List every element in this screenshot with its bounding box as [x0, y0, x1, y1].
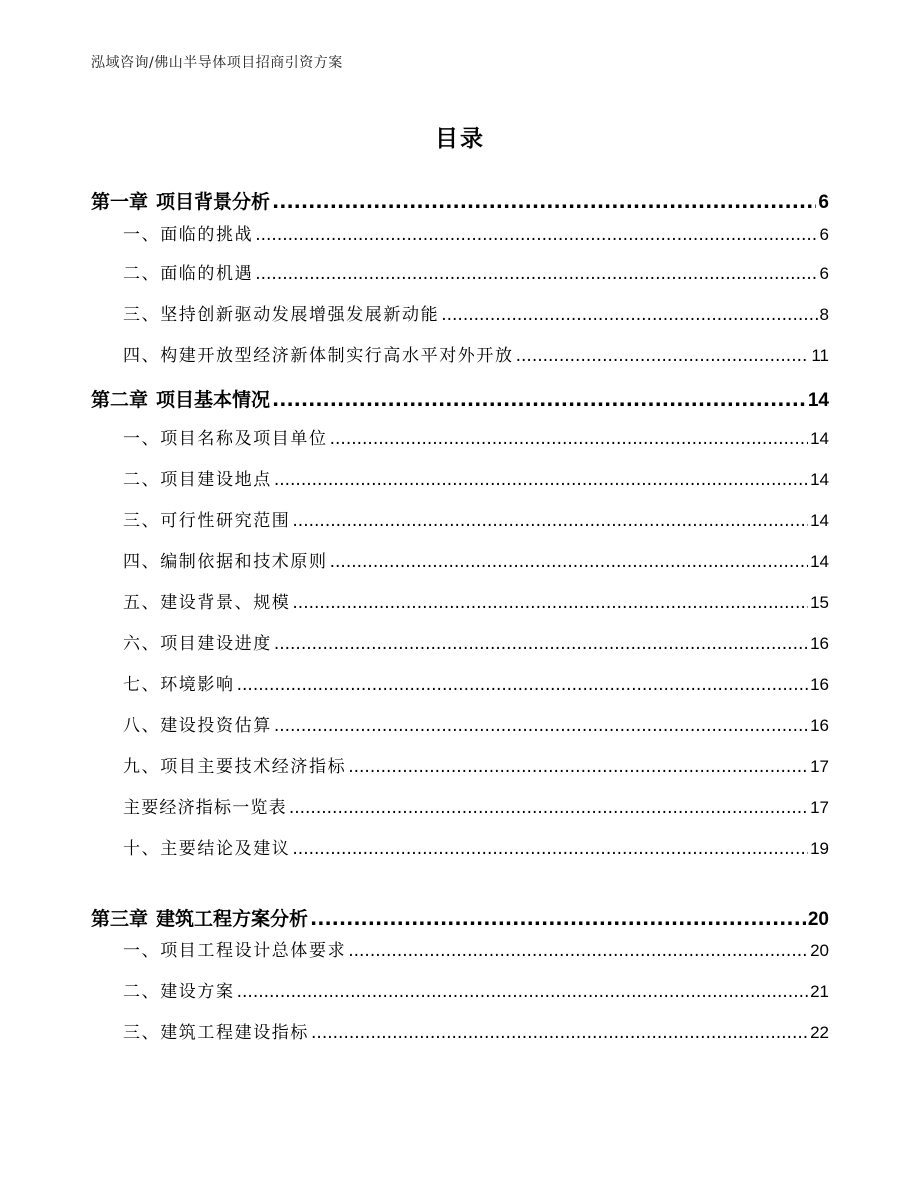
toc-section-entry[interactable] [123, 547, 829, 572]
toc-entry-number: 二、 [123, 982, 161, 1002]
toc-section-entry[interactable] [123, 588, 829, 613]
toc-entry-label: 主要经济指标一览表 [123, 798, 287, 818]
toc-entry-number: 六、 [123, 634, 161, 654]
dot-leader [292, 839, 808, 859]
toc-entry-label: 编制依据和技术原则 [160, 552, 328, 572]
toc-entry-number: 一、 [123, 225, 161, 245]
toc-entry-page-number: 11 [811, 346, 829, 365]
toc-entry-label: 坚持创新驱动发展增强发展新动能 [160, 305, 440, 325]
toc-entry-label: 项目建设地点 [160, 470, 272, 490]
dot-leader [289, 798, 808, 818]
toc-entry-page-number: 16 [810, 675, 829, 694]
dot-leader [272, 389, 806, 411]
dot-leader [330, 429, 808, 449]
toc-section-entry[interactable] [123, 259, 829, 284]
toc-section-entry[interactable] [123, 220, 829, 245]
toc-entry-number: 五、 [123, 593, 161, 613]
running-header: 泓域咨询/佛山半导体项目招商引资方案 [91, 55, 343, 71]
toc-chapter-entry[interactable] [91, 904, 829, 931]
toc-section-entry[interactable] [123, 424, 829, 449]
toc-section-entry[interactable] [123, 506, 829, 531]
toc-entry-page-number: 6 [818, 192, 829, 213]
toc-entry-page-number: 8 [819, 305, 829, 324]
toc-entry-label: 建筑工程建设指标 [160, 1023, 310, 1043]
toc-entry-number: 七、 [123, 675, 161, 695]
dot-leader [255, 264, 817, 284]
toc-title: 目录 [435, 126, 485, 152]
toc-entry-number: 十、 [123, 839, 161, 859]
dot-leader [330, 552, 808, 572]
dot-leader [274, 716, 808, 736]
dot-leader [255, 225, 817, 245]
toc-section-entry[interactable] [123, 629, 829, 654]
toc-entry-number: 三、 [123, 511, 161, 531]
toc-entry-label: 建筑工程方案分析 [156, 908, 309, 930]
dot-leader [292, 593, 808, 613]
dot-leader [441, 305, 817, 325]
toc-entry-page-number: 16 [810, 634, 829, 653]
toc-entry-label: 项目名称及项目单位 [160, 429, 328, 449]
toc-entry-label: 项目建设进度 [160, 634, 272, 654]
toc-entry-label: 面临的挑战 [160, 225, 254, 245]
toc-section-entry[interactable] [123, 977, 829, 1002]
toc-entry-number: 一、 [123, 941, 161, 961]
toc-entry-label: 可行性研究范围 [160, 511, 291, 531]
toc-entry-page-number: 20 [807, 909, 829, 930]
toc-section-entry[interactable] [123, 711, 829, 736]
dot-leader [292, 511, 808, 531]
toc-section-entry[interactable] [123, 1018, 829, 1043]
dot-leader [274, 634, 808, 654]
dot-leader [516, 346, 810, 366]
toc-section-entry[interactable] [123, 465, 829, 490]
toc-entry-number: 一、 [123, 429, 161, 449]
dot-leader [310, 908, 806, 930]
toc-entry-label: 面临的机遇 [160, 264, 254, 284]
dot-leader [237, 982, 808, 1002]
toc-entry-page-number: 16 [810, 716, 829, 735]
toc-chapter-entry[interactable] [91, 385, 829, 412]
toc-section-entry[interactable] [123, 341, 829, 366]
toc-section-entry[interactable] [123, 752, 829, 777]
toc-entry-number: 四、 [123, 346, 161, 366]
toc-entry-page-number: 22 [810, 1023, 829, 1042]
toc-entry-page-number: 6 [819, 264, 829, 283]
toc-entry-number: 二、 [123, 264, 161, 284]
toc-entry-label: 项目背景分析 [156, 191, 271, 213]
toc-section-entry[interactable] [123, 834, 829, 859]
toc-entry-page-number: 21 [810, 982, 829, 1001]
toc-entry-label: 建设方案 [160, 982, 235, 1002]
toc-entry-number: 三、 [123, 305, 161, 325]
toc-entry-label: 项目主要技术经济指标 [160, 757, 347, 777]
toc-entry-page-number: 14 [807, 390, 829, 411]
dot-leader [311, 1023, 808, 1043]
toc-entry-page-number: 6 [819, 225, 829, 244]
toc-entry-page-number: 20 [810, 941, 829, 960]
toc-entry-label: 主要结论及建议 [160, 839, 291, 859]
toc-entry-number: 二、 [123, 470, 161, 490]
dot-leader [274, 470, 808, 490]
toc-entry-page-number: 19 [810, 839, 829, 858]
toc-entry-page-number: 14 [810, 470, 829, 489]
toc-entry-label: 环境影响 [160, 675, 235, 695]
dot-leader [237, 675, 808, 695]
toc-section-entry[interactable] [123, 936, 829, 961]
toc-entry-number: 第一章 [91, 191, 149, 213]
toc-entry-page-number: 17 [810, 798, 829, 817]
toc-section-entry[interactable] [123, 793, 829, 818]
toc-entry-label: 建设背景、规模 [160, 593, 291, 613]
toc-section-entry[interactable] [123, 300, 829, 325]
toc-entry-number: 四、 [123, 552, 161, 572]
toc-chapter-entry[interactable] [91, 187, 829, 214]
toc-entry-label: 建设投资估算 [160, 716, 272, 736]
toc-entry-label: 项目基本情况 [156, 389, 271, 411]
toc-section-entry[interactable] [123, 670, 829, 695]
toc-entry-page-number: 15 [810, 593, 829, 612]
dot-leader [272, 191, 816, 213]
toc-entry-number: 三、 [123, 1023, 161, 1043]
toc-entry-page-number: 14 [810, 511, 829, 530]
toc-entry-page-number: 17 [810, 757, 829, 776]
toc-entry-page-number: 14 [810, 429, 829, 448]
dot-leader [348, 757, 808, 777]
toc-entry-number: 八、 [123, 716, 161, 736]
dot-leader [348, 941, 808, 961]
toc-entry-label: 项目工程设计总体要求 [160, 941, 347, 961]
toc-entry-page-number: 14 [810, 552, 829, 571]
toc-entry-number: 九、 [123, 757, 161, 777]
toc-entry-label: 构建开放型经济新体制实行高水平对外开放 [160, 346, 514, 366]
toc-entry-number: 第三章 [91, 908, 149, 930]
toc-entry-number: 第二章 [91, 389, 149, 411]
